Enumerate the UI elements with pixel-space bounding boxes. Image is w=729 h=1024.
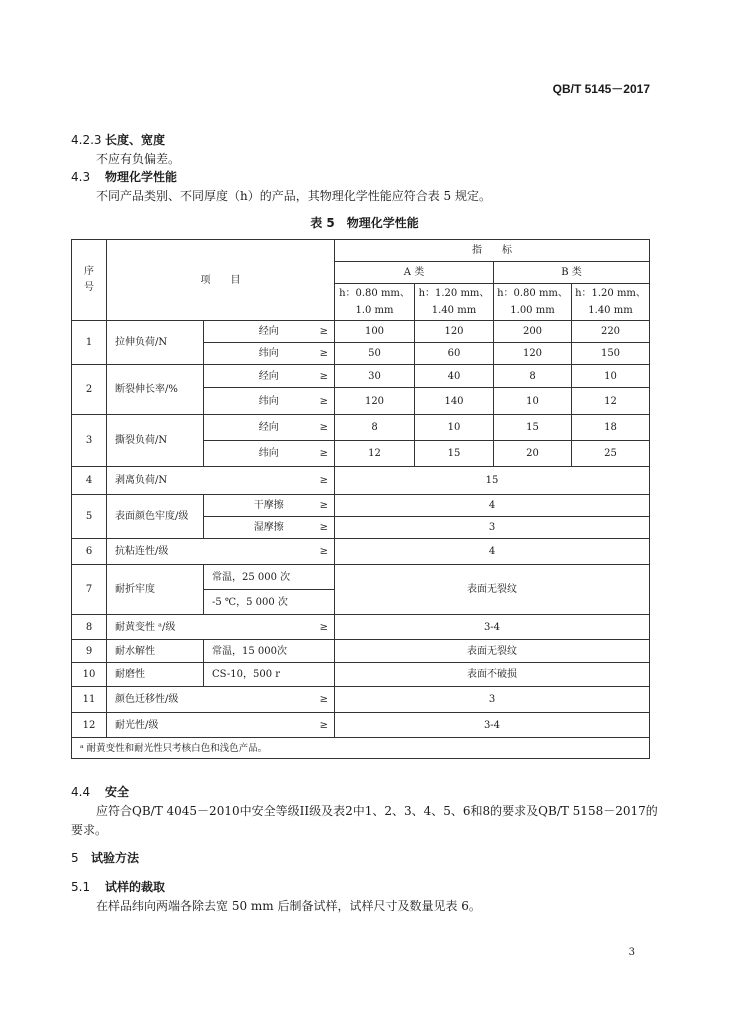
value-cell: 3-4 <box>335 713 650 738</box>
property-name: 耐水解性 <box>107 640 204 663</box>
property-name <box>107 687 335 713</box>
class-b-header: B 类 <box>494 262 650 284</box>
value-cell: 3 <box>335 517 650 539</box>
section-number: 5.1 <box>71 880 91 894</box>
section-5-heading <box>71 849 139 866</box>
value-cell: 3 <box>335 687 650 713</box>
row-number: 7 <box>72 565 107 615</box>
property-name: 表面颜色牢度/级 <box>107 495 204 539</box>
value-cell: 220 <box>572 321 650 343</box>
property-name <box>107 615 335 640</box>
value-cell: 50 <box>335 343 415 365</box>
row-number: 10 <box>72 663 107 687</box>
section-4-3-body: 不同产品类别、不同厚度（h）的产品，其物理化学性能应符合表 5 规定。 <box>96 189 491 203</box>
row-number: 6 <box>72 539 107 565</box>
value-cell: 表面无裂纹 <box>335 640 650 663</box>
value-cell: 12 <box>572 388 650 415</box>
ge-symbol: ≥ <box>319 694 328 705</box>
thickness-line: h：1.20 mm、 <box>418 288 490 299</box>
condition-cell <box>204 495 335 517</box>
value-cell: 30 <box>335 365 415 388</box>
thickness-line: h：0.80 mm、 <box>497 288 568 299</box>
section-4-2-3-body: 不应有负偏差。 <box>96 152 181 166</box>
ge-symbol: ≥ <box>319 422 328 433</box>
table-row <box>72 415 650 441</box>
value-cell: 120 <box>335 388 415 415</box>
condition-label: 干摩擦 <box>253 500 284 511</box>
section-number: 4.4 <box>71 785 91 799</box>
property-name <box>107 467 335 495</box>
ge-symbol: ≥ <box>319 719 328 731</box>
table-caption: 表 5 物理化学性能 <box>310 216 419 230</box>
row-number: 2 <box>72 365 107 415</box>
property-name: 撕裂负荷/N <box>107 415 204 467</box>
value-cell: 20 <box>494 441 572 467</box>
section-number: 5 <box>71 851 79 865</box>
value-cell: 120 <box>415 321 494 343</box>
ge-symbol: ≥ <box>319 448 328 459</box>
direction-cell <box>204 321 335 343</box>
section-4-3-heading <box>71 168 177 185</box>
table-row <box>72 713 650 738</box>
value-cell: 15 <box>415 441 494 467</box>
row-number: 3 <box>72 415 107 467</box>
value-cell: 10 <box>494 388 572 415</box>
ge-symbol: ≥ <box>319 370 328 382</box>
table-row <box>72 615 650 640</box>
section-title: 试验方法 <box>91 851 140 865</box>
condition-cell: 常温，15 000次 <box>204 640 335 663</box>
direction-cell <box>204 343 335 365</box>
property-name: 断裂伸长率/% <box>107 365 204 415</box>
ge-symbol: ≥ <box>319 348 328 359</box>
property-label: 颜色迁移性/级 <box>115 694 179 705</box>
properties-table <box>71 239 650 759</box>
table-note-row <box>72 738 650 759</box>
value-cell: 100 <box>335 321 415 343</box>
value-cell: 200 <box>494 321 572 343</box>
table-row <box>72 539 650 565</box>
value-cell: 25 <box>572 441 650 467</box>
thickness-header <box>415 284 494 321</box>
direction-cell <box>204 365 335 388</box>
row-number: 1 <box>72 321 107 365</box>
section-5-1-heading <box>71 878 165 895</box>
value-cell: 4 <box>335 495 650 517</box>
value-cell: 10 <box>415 415 494 441</box>
ge-symbol: ≥ <box>319 500 328 511</box>
value-cell: 40 <box>415 365 494 388</box>
value-cell: 8 <box>494 365 572 388</box>
table-row <box>72 565 650 590</box>
thickness-line: 1.40 mm <box>431 305 477 316</box>
row-number: 9 <box>72 640 107 663</box>
page-number: 3 <box>628 947 635 958</box>
thickness-line: h：0.80 mm、 <box>339 288 410 299</box>
section-4-4-heading <box>71 783 129 800</box>
thickness-line: 1.40 mm <box>588 305 633 316</box>
header-row <box>72 240 650 262</box>
value-cell: 10 <box>572 365 650 388</box>
section-number: 4.2.3 <box>71 133 102 147</box>
property-name: 耐磨性 <box>107 663 204 687</box>
value-cell: 140 <box>415 388 494 415</box>
value-cell: 4 <box>335 539 650 565</box>
section-number: 4.3 <box>71 170 91 184</box>
thickness-header <box>335 284 415 321</box>
value-cell: 15 <box>494 415 572 441</box>
seq-header: 序 号 <box>72 240 107 321</box>
value-cell: 表面不破损 <box>335 663 650 687</box>
thickness-line: 1.00 mm <box>510 305 555 316</box>
direction-label: 经向 <box>258 370 279 382</box>
direction-label: 经向 <box>258 422 279 433</box>
direction-cell <box>204 441 335 467</box>
ge-symbol: ≥ <box>319 522 328 533</box>
row-number: 12 <box>72 713 107 738</box>
property-name <box>107 539 335 565</box>
direction-label: 纬向 <box>258 348 279 359</box>
thickness-header <box>494 284 572 321</box>
condition-cell <box>204 517 335 539</box>
condition-cell: CS-10，500 r <box>204 663 335 687</box>
ge-symbol: ≥ <box>319 475 328 486</box>
ge-symbol: ≥ <box>319 326 328 337</box>
property-label: 耐光性/级 <box>115 719 159 731</box>
section-5-1-body: 在样品纬向两端各除去宽 50 mm 后制备试样，试样尺寸及数量见表 6。 <box>96 899 481 913</box>
table-row <box>72 663 650 687</box>
condition-cell: 常温，25 000 次 <box>204 565 335 590</box>
item-header: 项 目 <box>107 240 335 321</box>
property-name <box>107 713 335 738</box>
property-name: 耐折牢度 <box>107 565 204 615</box>
table-row <box>72 467 650 495</box>
section-title: 试样的裁取 <box>105 880 166 894</box>
table-row <box>72 365 650 388</box>
standard-code: QB/T 5145－2017 <box>552 82 650 96</box>
table-row <box>72 687 650 713</box>
ge-symbol: ≥ <box>319 546 328 557</box>
row-number: 4 <box>72 467 107 495</box>
ge-symbol: ≥ <box>319 621 328 633</box>
row-number: 11 <box>72 687 107 713</box>
property-label: 耐黄变性 ᵃ/级 <box>115 621 176 633</box>
thickness-header <box>572 284 650 321</box>
section-4-4-body-line1: 应符合QB/T 4045－2010中安全等级II级及表2中1、2、3、4、5、6和8的要求及QB/T 5158－2017的 <box>96 804 658 818</box>
value-cell: 12 <box>335 441 415 467</box>
condition-label: 湿摩擦 <box>253 522 284 533</box>
value-cell: 表面无裂纹 <box>335 565 650 615</box>
table-row <box>72 495 650 517</box>
value-cell: 18 <box>572 415 650 441</box>
direction-label: 纬向 <box>258 448 279 459</box>
table-row <box>72 640 650 663</box>
thickness-line: h：1.20 mm、 <box>575 288 646 299</box>
direction-label: 经向 <box>258 326 279 337</box>
table-footnote: ᵃ 耐黄变性和耐光性只考核白色和浅色产品。 <box>72 738 650 759</box>
value-cell: 3-4 <box>335 615 650 640</box>
row-number: 8 <box>72 615 107 640</box>
value-cell: 120 <box>494 343 572 365</box>
section-4-2-3-heading <box>71 131 165 148</box>
row-number: 5 <box>72 495 107 539</box>
class-a-header: A 类 <box>335 262 494 284</box>
property-label: 剥离负荷/N <box>115 475 168 486</box>
section-title: 安全 <box>105 785 130 799</box>
indicator-header: 指 标 <box>335 240 650 262</box>
direction-cell <box>204 388 335 415</box>
thickness-line: 1.0 mm <box>355 305 394 316</box>
condition-cell: -5 ℃，5 000 次 <box>204 590 335 615</box>
property-name: 拉伸负荷/N <box>107 321 204 365</box>
value-cell: 150 <box>572 343 650 365</box>
direction-label: 纬向 <box>258 395 279 407</box>
value-cell: 60 <box>415 343 494 365</box>
value-cell: 15 <box>335 467 650 495</box>
property-label: 抗粘连性/级 <box>115 546 169 557</box>
section-title: 长度、宽度 <box>105 133 166 147</box>
table-row <box>72 321 650 343</box>
section-title: 物理化学性能 <box>105 170 178 184</box>
direction-cell <box>204 415 335 441</box>
section-4-4-body-line2: 要求。 <box>71 823 108 837</box>
ge-symbol: ≥ <box>319 395 328 407</box>
value-cell: 8 <box>335 415 415 441</box>
